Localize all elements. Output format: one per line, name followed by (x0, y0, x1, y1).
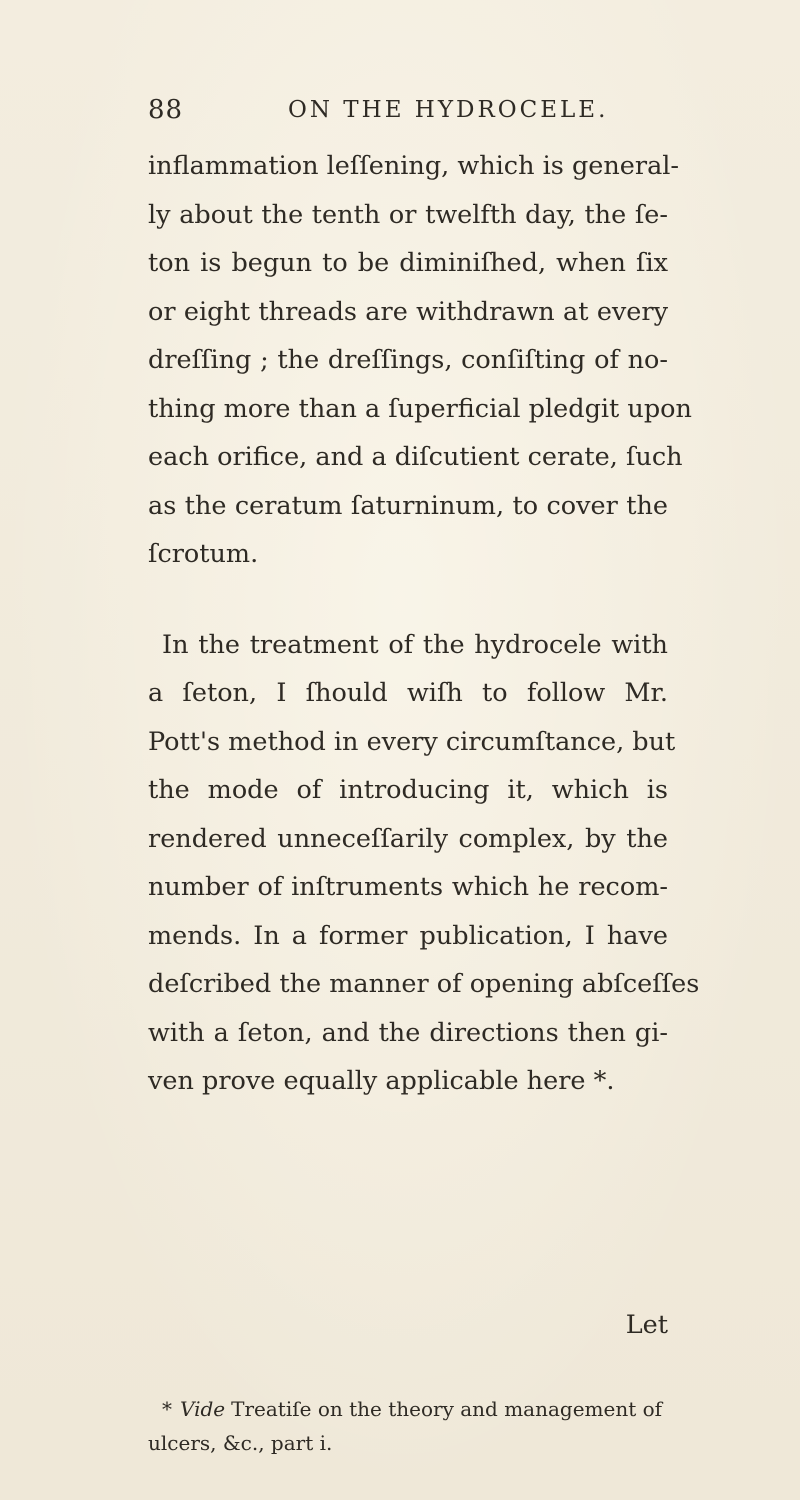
text-line: ven prove equally applicable here *. (148, 1066, 615, 1096)
text-line: deſcribed the manner of opening abſceſſes (148, 969, 700, 999)
text-line: number of inſtruments which he recom- (148, 872, 668, 902)
text-line: with a ſeton, and the directions then gi- (148, 1017, 668, 1048)
page-number: 88 (148, 95, 184, 125)
text-line: Pott's method in every circumſtance, but (148, 726, 676, 757)
text-line: the mode of introducing it, which is (148, 775, 668, 805)
footnote-vide: Vide (180, 1397, 226, 1421)
page-header (148, 95, 668, 135)
footnote-line: ulcers, &c., part i. (148, 1431, 333, 1455)
text-line: inflammation leſſening, which is general- (148, 151, 680, 181)
catchword: Let (625, 1310, 668, 1340)
catchword-row (148, 1310, 668, 1346)
text-line: each orifice, and a diſcutient cerate, ſuch (148, 442, 683, 472)
paragraph-2 (148, 621, 700, 1106)
body-text (148, 142, 700, 1106)
footnote-line (148, 1392, 668, 1426)
text-line: rendered unneceſſarily complex, by the (148, 823, 668, 854)
text-line: ton is begun to be diminiſhed, when ſix (148, 248, 668, 278)
text-line: In the treatment of the hydrocele with (162, 629, 668, 660)
running-title: ON THE HYDROCELE. (288, 97, 609, 123)
text-line: a ſeton, I ſhould wiſh to follow Mr. (148, 678, 668, 708)
text-line: ſcrotum. (148, 539, 259, 569)
paragraph-spacer (148, 579, 668, 621)
text-line: ly about the tenth or twelfth day, the ſe- (148, 199, 668, 230)
text-line: thing more than a ſuperficial pledgit upon (148, 393, 692, 424)
footnote-text: Treatiſe on the theory and management of (231, 1397, 663, 1421)
text-line: mends. In a former publication, I have (148, 920, 668, 951)
text-line: as the ceratum ſaturninum, to cover the (148, 490, 668, 521)
text-line: or eight threads are withdrawn at every (148, 296, 668, 327)
text-line: dreſſing ; the dreſſings, conſiſting of no- (148, 345, 668, 375)
footnote (148, 1392, 668, 1460)
paragraph-1 (148, 142, 692, 579)
footnote-marker: * (162, 1397, 172, 1421)
